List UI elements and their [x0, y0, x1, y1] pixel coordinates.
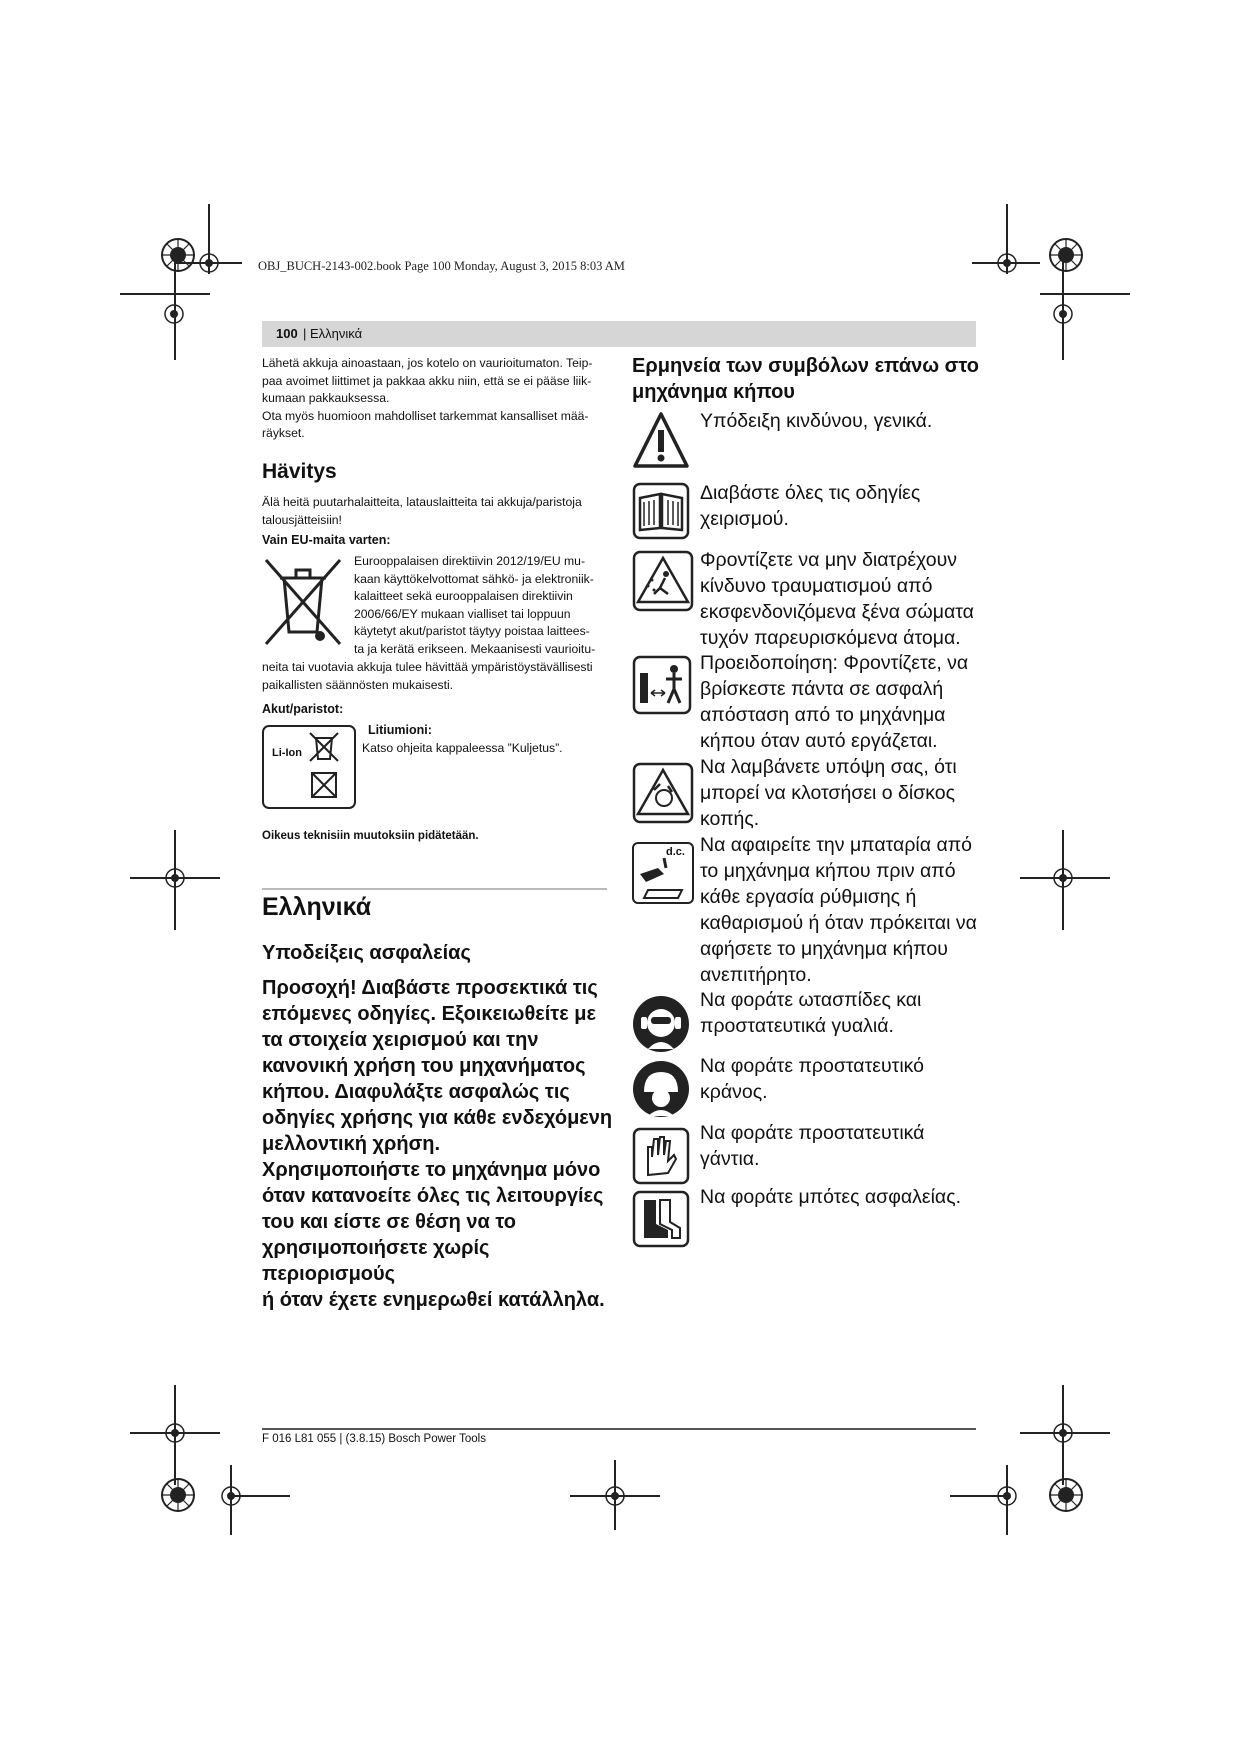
- text-line: μπορεί να κλοτσήσει ο δίσκος: [700, 782, 956, 804]
- registration-mark-icon: [1030, 1460, 1100, 1530]
- text-line: paa avoimet liittimet ja pakkaa akku niin, että se ei pääse liik-: [262, 373, 592, 388]
- crosshair-icon: [993, 1482, 1021, 1510]
- text-line: ή όταν έχετε ενημερωθεί κατάλληλα.: [262, 1289, 605, 1311]
- text-line: γάντια.: [700, 1148, 760, 1170]
- battery-icon: [634, 844, 692, 902]
- symbol-text-general-hazard: [700, 408, 932, 434]
- warning-paragraph: [262, 975, 622, 1313]
- book-info-line: OBJ_BUCH-2143-002.book Page 100 Monday, August 3, 2015 8:03 AM: [258, 259, 625, 273]
- crosshair-icon: [601, 1482, 629, 1510]
- text-line: χειρισμού.: [700, 508, 789, 530]
- text-line: μηχάνημα κήπου: [632, 381, 795, 403]
- text-line: käytetyt akut/paristot täytyy poistaa laittees-: [354, 624, 590, 638]
- symbol-text-ear-eye-protection: [700, 987, 921, 1039]
- text-line: κοπής.: [700, 808, 760, 830]
- text-line: 2006/66/EY mukaan vialliset tai loppuun: [354, 606, 571, 621]
- text-line: κίνδυνο τραυματισμού από: [700, 575, 933, 597]
- disposal-paragraph: [262, 494, 607, 529]
- text-line: όταν κατανοείτε όλες τις λειτουργίες: [262, 1185, 604, 1207]
- warning-triangle-icon: [632, 410, 690, 470]
- disposal-heading: Hävitys: [262, 460, 337, 483]
- symbol-text-safety-boots: [700, 1184, 961, 1210]
- remove-battery-icon: [632, 842, 694, 904]
- batteries-label: Akut/paristot:: [262, 702, 344, 716]
- text-line: Να φοράτε ωτασπίδες και: [700, 989, 922, 1011]
- text-line: Ota myös huomioon mahdolliset tarkemmat kansalliset mää-: [262, 408, 589, 423]
- symbol-text-helmet: [700, 1053, 924, 1105]
- divider: [262, 888, 607, 890]
- crosshair-icon: [1049, 1419, 1077, 1447]
- text-line: Προσοχή! Διαβάστε προσεκτικά τις: [262, 977, 598, 999]
- text-line: kaan käyttökelvottomat sähkö- ja elektroniik-: [354, 571, 594, 586]
- symbols-heading: [632, 353, 979, 405]
- text-line: räykset.: [262, 426, 305, 440]
- text-line: χρησιμοποιήσετε χωρίς περιορισμούς: [262, 1237, 490, 1285]
- text-line: Lähetä akkuja ainoastaan, jos kotelo on vaurioitumaton. Teip-: [262, 356, 593, 370]
- text-line: εκσφενδονιζόμενα ξένα σώματα: [700, 601, 974, 623]
- text-line: Να λαμβάνετε υπόψη σας, ότι: [700, 756, 957, 778]
- text-line: Να φοράτε μπότες ασφαλείας.: [700, 1186, 962, 1208]
- crosshair-icon: [217, 1482, 245, 1510]
- text-line: απόσταση από το μηχάνημα: [700, 704, 946, 726]
- crossed-out-bin-icon: [262, 556, 344, 648]
- text-line: κήπου όταν αυτό εργάζεται.: [700, 730, 938, 752]
- text-line: Να φοράτε προστατευτικό: [700, 1055, 925, 1077]
- crosshair-icon: [161, 1419, 189, 1447]
- flying-objects-icon: [632, 550, 694, 612]
- text-line: Να φοράτε προστατευτικά: [700, 1122, 925, 1144]
- footer-text: F 016 L81 055 | (3.8.15) Bosch Power Tools: [262, 1433, 486, 1445]
- text-line: κανονική χρήση του μηχανήματος: [262, 1055, 586, 1077]
- ear-eye-protection-icon: [632, 995, 690, 1053]
- symbol-text-flying-objects: [700, 547, 974, 651]
- text-line: τα στοιχεία χειρισμού και την: [262, 1029, 539, 1051]
- text-line: Ερμηνεία των συμβόλων επάνω στο: [632, 355, 979, 377]
- text-line: ta ja kerätä erikseen. Mekaanisesti vaurioitu-: [354, 641, 596, 656]
- crosshair-icon: [993, 249, 1021, 277]
- page-header: 100 | Ελληνικά: [262, 321, 976, 347]
- text-line: καθαρισμού ή όταν πρόκειται να: [700, 912, 977, 934]
- eu-paragraph: [354, 553, 608, 658]
- text-line: kumaan pakkauksessa.: [262, 391, 390, 405]
- footer-rule: [262, 1428, 976, 1430]
- symbol-text-gloves: [700, 1120, 924, 1172]
- symbol-text-remove-battery: [700, 832, 977, 988]
- text-line: τυχόν παρευρισκόμενα άτομα.: [700, 627, 961, 649]
- text-line: κράνος.: [700, 1081, 768, 1103]
- intro-paragraph: [262, 355, 607, 443]
- text-line: paikallisten säännösten mukaisesti.: [262, 677, 454, 692]
- crosshair-icon: [161, 864, 189, 892]
- text-line: του και είστε σε θέση να το: [262, 1211, 516, 1233]
- text-line: Χρησιμοποιήστε το μηχάνημα μόνο: [262, 1159, 601, 1181]
- text-line: μελλοντική χρήση.: [262, 1133, 441, 1155]
- symbol-text-read-manual: [700, 480, 920, 532]
- gloves-icon: [632, 1127, 690, 1185]
- rights-note: Oikeus teknisiin muutoksiin pidätetään.: [262, 830, 479, 842]
- crosshair-icon: [195, 249, 223, 277]
- safe-distance-icon: [632, 655, 692, 715]
- crosshair-icon: [160, 300, 188, 328]
- text-line: kalaitteet sekä eurooppalaisen direktiivin: [354, 589, 573, 603]
- kickback-icon: [632, 762, 694, 824]
- text-line: Διαβάστε όλες τις οδηγίες: [700, 482, 921, 504]
- registration-mark-icon: [150, 1460, 220, 1530]
- li-ion-symbol: [262, 725, 356, 809]
- text-line: βρίσκεστε πάντα σε ασφαλή: [700, 678, 944, 700]
- text-line: Υπόδειξη κινδύνου, γενικά.: [700, 410, 933, 432]
- text-line: Eurooppalaisen direktiivin 2012/19/EU mu-: [354, 554, 586, 568]
- text-line: κάθε εργασία ρύθμισης ή: [700, 886, 917, 908]
- text-line: talousjätteisiin!: [262, 512, 342, 527]
- text-line: Προειδοποίηση: Φροντίζετε, να: [700, 652, 969, 674]
- text-line: ανεπιτήρητο.: [700, 964, 812, 986]
- text-line: αφήσετε το μηχάνημα κήπου: [700, 938, 948, 960]
- crosshair-icon: [1049, 864, 1077, 892]
- safety-heading: Υποδείξεις ασφαλείας: [262, 942, 471, 964]
- registration-mark-icon: [1030, 220, 1100, 290]
- text-line: κήπου. Διαφυλάξτε ασφαλώς τις: [262, 1081, 570, 1103]
- safety-boots-icon: [632, 1190, 690, 1248]
- text-line: Να αφαιρείτε την μπαταρία από: [700, 834, 973, 856]
- text-line: προστατευτικά γυαλιά.: [700, 1015, 894, 1037]
- page-number: 100: [276, 326, 298, 341]
- text-line: επόμενες οδηγίες. Εξοικειωθείτε με: [262, 1003, 597, 1025]
- eu-paragraph-continued: [262, 659, 607, 694]
- eu-label: Vain EU-maita varten:: [262, 533, 391, 547]
- section-title: Ελληνικά: [310, 326, 363, 341]
- li-ion-label: Litiumioni:: [368, 723, 432, 737]
- text-line: Φροντίζετε να μην διατρέχουν: [700, 549, 957, 571]
- text-line: Älä heitä puutarhalaitteita, latauslaitteita tai akkuja/paristoja: [262, 495, 582, 509]
- li-ion-text: Katso ohjeita kappaleessa ”Kuljetus”.: [362, 741, 563, 755]
- li-ion-icon-text: Li-Ion: [272, 747, 302, 759]
- symbol-text-safe-distance: [700, 650, 968, 754]
- text-line: το μηχάνημα κήπου πριν από: [700, 860, 956, 882]
- text-line: οδηγίες χρήσης για κάθε ενδεχόμενη: [262, 1107, 613, 1129]
- bin-icon: [308, 731, 340, 763]
- crosshair-icon: [1049, 300, 1077, 328]
- helmet-icon: [632, 1060, 690, 1118]
- dc-label: d.c.: [666, 846, 685, 858]
- text-line: neita tai vuotavia akkuja tulee hävittää ympäristöystävällisesti: [262, 660, 593, 674]
- greek-section-heading: Ελληνικά: [262, 893, 372, 921]
- read-manual-icon: [632, 482, 690, 540]
- symbol-text-kickback: [700, 754, 957, 832]
- bin-icon: [308, 769, 340, 801]
